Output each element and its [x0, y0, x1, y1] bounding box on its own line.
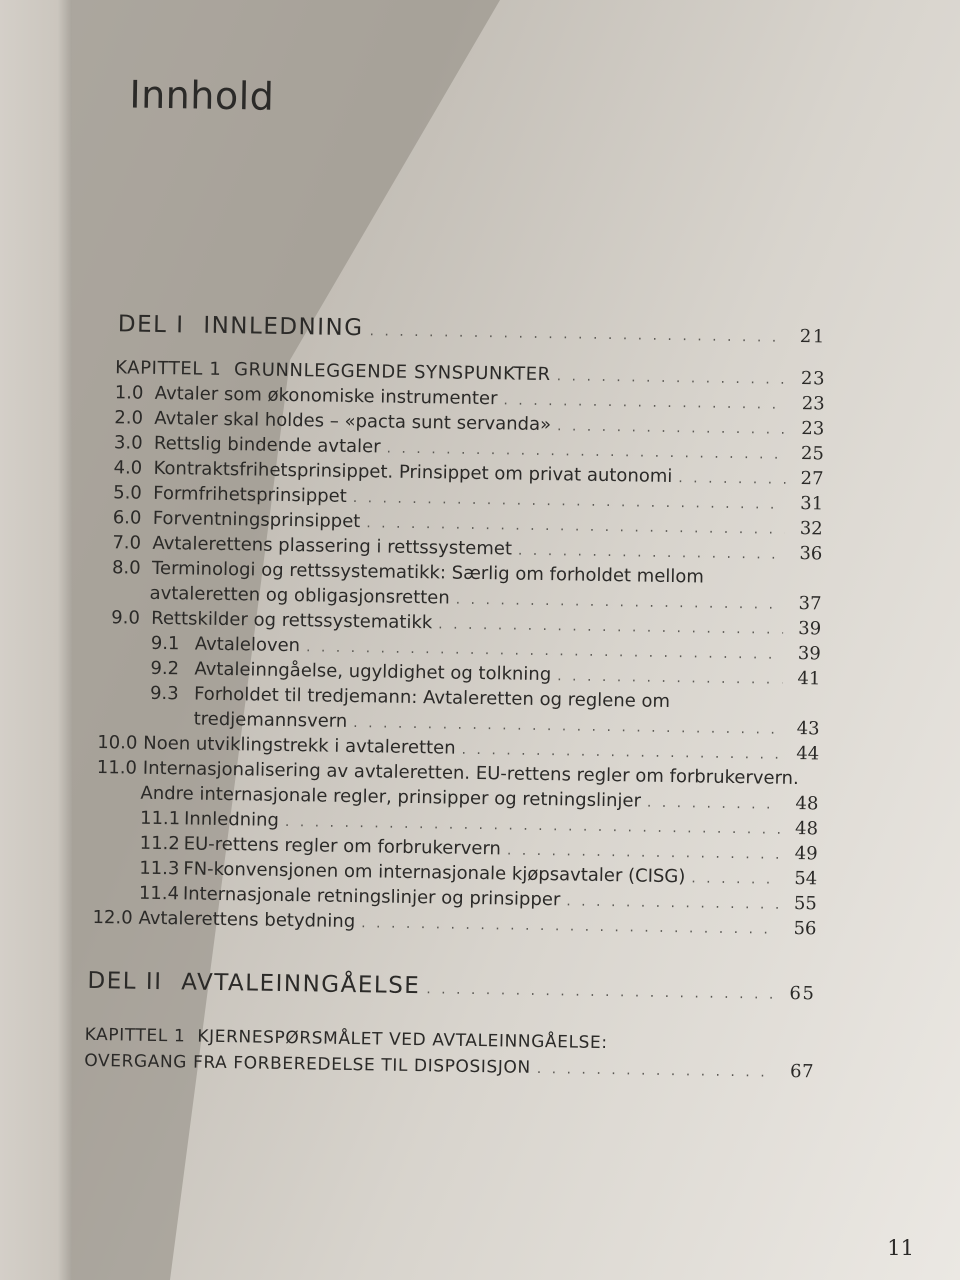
part-2-label: DEL II	[87, 967, 163, 996]
entry-text-cont: tredjemannsvern	[193, 708, 348, 732]
entry-text: Internasjonalisering av avtaleretten. EU-rettens regler om forbrukervern.	[142, 757, 799, 790]
leader-dots	[647, 791, 781, 818]
entry-page: 55	[793, 893, 817, 915]
entry-page: 36	[799, 543, 823, 565]
chapter-2-title-line-1: KJERNESPØRSMÅLET VED AVTALEINNGÅELSE:	[197, 1026, 608, 1054]
leader-dots	[678, 466, 786, 493]
chapter-2-page: 67	[789, 1060, 815, 1083]
entry-number: 4.0	[113, 457, 143, 479]
page-edge	[0, 0, 72, 1280]
entry-text-cont: avtaleretten og obligasjonsretten	[149, 582, 450, 609]
entry-page: 31	[800, 493, 824, 515]
leader-dots	[361, 911, 779, 943]
leader-dots	[426, 981, 777, 1003]
chapter-2-label: KAPITTEL 1	[84, 1024, 186, 1047]
leader-dots	[557, 414, 787, 443]
entry-text: Rettskilder og rettssystematikk	[151, 607, 433, 634]
entry-page: 39	[797, 643, 821, 665]
entry-text: Avtalerettens plassering i rettssystemet	[152, 532, 513, 560]
entry-number: 1.0	[114, 382, 144, 404]
entry-text: Avtaleloven	[194, 633, 301, 657]
entry-text: Noen utviklingstrekk i avtaleretten	[143, 732, 456, 759]
entry-text: Forventningsprinsippet	[152, 507, 361, 533]
entry-page: 23	[801, 418, 825, 440]
entry-text: Terminologi og rettssystematikk: Særlig om forholdet mellom	[151, 557, 705, 588]
entry-text: Avtalerettens betydning	[138, 907, 356, 933]
entry-page: 48	[794, 818, 819, 840]
entry-number: 2.0	[114, 407, 144, 429]
chapter-2-title-line-2: OVERGANG FRA FORBEREDELSE TIL DISPOSISJON	[84, 1050, 531, 1078]
leader-dots	[557, 364, 788, 393]
part-1-label: DEL I	[117, 311, 185, 339]
entry-text: Kontraktsfrihetsprinsippet. Prinsippet om privat autonomi	[153, 457, 673, 488]
entry-page: 41	[797, 668, 821, 690]
entry-text: Innledning	[183, 808, 280, 831]
entry-number: 9.1	[150, 632, 180, 655]
table-of-contents	[84, 60, 830, 1085]
page-number: 11	[887, 1236, 914, 1260]
part-1-title: INNLEDNING	[203, 312, 364, 342]
chapter-1-title: GRUNNLEGGENDE SYNSPUNKTER	[233, 359, 551, 386]
page-title: Innhold	[129, 72, 275, 119]
entry-number: 11.1	[139, 807, 181, 830]
chapter-1-page: 23	[800, 368, 826, 390]
entry-number: 5.0	[113, 482, 143, 504]
entry-text: Avtaleinngåelse, ugyldighet og tolkning	[194, 658, 552, 686]
part-2-heading	[87, 968, 815, 1005]
entry-text: Rettslig bindende avtaler	[153, 432, 381, 458]
entry-page: 56	[793, 918, 817, 940]
part-2-title: AVTALEINNGÅELSE	[181, 969, 421, 1000]
leader-dots	[369, 323, 787, 346]
entry-number: 11.2	[139, 832, 180, 855]
entry-page: 27	[800, 468, 824, 490]
entry-number: 11.4	[138, 882, 180, 905]
entry-number: 9.0	[111, 607, 141, 629]
part-2-page: 65	[789, 982, 816, 1005]
entry-number: 12.0	[92, 906, 133, 929]
entry-text-cont: Andre internasjonale regler, prinsipper og retningslinjer	[140, 782, 642, 812]
entry-page: 23	[801, 393, 825, 415]
entry-page: 49	[794, 843, 818, 865]
entry-page: 54	[794, 868, 818, 890]
chapter-1-label: KAPITTEL 1	[115, 357, 222, 380]
entry-page: 44	[796, 743, 820, 765]
entry-number: 7.0	[112, 532, 142, 554]
entry-number: 9.2	[150, 657, 180, 680]
entry-number: 6.0	[112, 507, 142, 529]
entry-page: 43	[796, 718, 820, 740]
entry-page: 48	[795, 793, 819, 815]
entry-page: 32	[799, 518, 823, 540]
entry-page: 39	[798, 618, 822, 640]
entry-text: Avtaler skal holdes – «pacta sunt servanda»	[154, 407, 552, 436]
entry-number: 3.0	[113, 432, 143, 454]
entry-number: 11.0	[96, 757, 138, 779]
entry-page: 37	[798, 593, 822, 615]
entry-text: Avtaler som økonomiske instrumenter	[154, 382, 498, 410]
entry-text: Forholdet til tredjemann: Avtaleretten og reglene om	[193, 683, 671, 713]
entry-number: 10.0	[97, 732, 138, 754]
entry-text: EU-rettens regler om forbrukervern	[183, 833, 502, 860]
entry-text: Internasjonale retningslinjer og prinsipper	[182, 883, 561, 911]
leader-dots	[566, 889, 779, 917]
part-1-page: 21	[799, 326, 826, 348]
entry-text: Formfrihetsprinsippet	[153, 482, 347, 507]
part-1-heading	[118, 311, 826, 348]
entry-number: 11.3	[139, 857, 180, 880]
entry-number: 8.0	[111, 557, 141, 579]
entry-number: 9.3	[149, 682, 179, 705]
leader-dots	[537, 1056, 777, 1086]
entry-page: 25	[800, 443, 825, 465]
leader-dots	[691, 866, 779, 892]
entry-text: FN-konvensjonen om internasjonale kjøpsavtaler (CISG)	[183, 858, 686, 888]
